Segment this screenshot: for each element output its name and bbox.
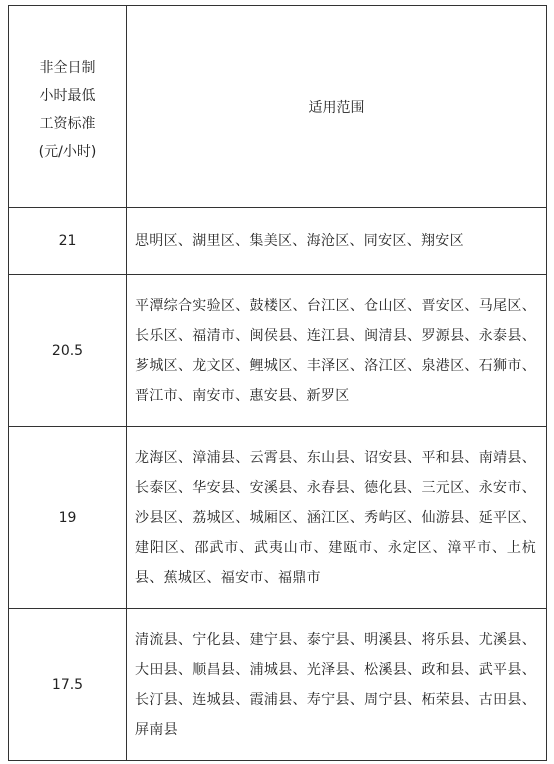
table-row [9,275,547,427]
wage-cell: 19 [9,427,127,609]
area-cell: 龙海区、漳浦县、云霄县、东山县、诏安县、平和县、南靖县、长泰区、华安县、安溪县、永春县、德化县、三元区、永安市、沙县区、荔城区、城厢区、涵江区、秀屿区、仙游县、延平区、建阳区、邵武市、武夷山市、建瓯市、永定区、漳平市、上杭县、蕉城区、福安市、福鼎市 [127,427,547,609]
table-header-row [9,6,547,208]
wage-header-cell [9,6,127,208]
wage-header-line-3: 工资标准 [39,115,96,132]
wage-header-line-2: 小时最低 [39,87,96,104]
scope-header-cell: 适用范围 [127,6,547,208]
wage-table [8,5,547,761]
wage-cell: 20.5 [9,275,127,427]
table-row [9,427,547,609]
area-cell: 平潭综合实验区、鼓楼区、台江区、仓山区、晋安区、马尾区、长乐区、福清市、闽侯县、连江县、闽清县、罗源县、永泰县、芗城区、龙文区、鲤城区、丰泽区、洛江区、泉港区、石狮市、晋江市、南安市、惠安县、新罗区 [127,275,547,427]
wage-header-line-1: 非全日制 [39,59,96,76]
area-cell: 思明区、湖里区、集美区、海沧区、同安区、翔安区 [127,208,547,275]
table-row [9,208,547,275]
area-cell: 清流县、宁化县、建宁县、泰宁县、明溪县、将乐县、尤溪县、大田县、顺昌县、浦城县、光泽县、松溪县、政和县、武平县、长汀县、连城县、霞浦县、寿宁县、周宁县、柘荣县、古田县、屏南县 [127,609,547,761]
wage-cell: 17.5 [9,609,127,761]
wage-header-line-4: (元/小时) [38,143,97,160]
table-row [9,609,547,761]
wage-cell: 21 [9,208,127,275]
